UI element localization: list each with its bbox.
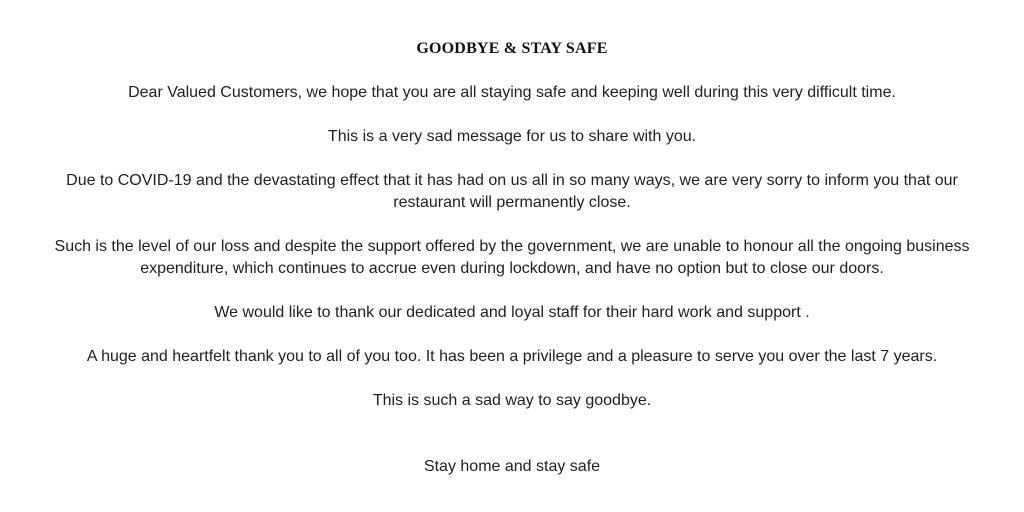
closure-reason-paragraph: Due to COVID-19 and the devastating effect that it has had on us all in so many ways, we are very sorry to inform you that our restaurant will permanently close. bbox=[66, 172, 958, 211]
financial-explanation-paragraph: Such is the level of our loss and despite the support offered by the government, we are unable to honour all the ongoing business expenditure, which continues to accrue even during lockdown, and have no option but to close our doors. bbox=[54, 238, 970, 277]
staff-thanks-paragraph: We would like to thank our dedicated and loyal staff for their hard work and support . bbox=[214, 304, 810, 321]
notice-title: GOODBYE & STAY SAFE bbox=[416, 40, 608, 57]
goodbye-paragraph: This is such a sad way to say goodbye. bbox=[372, 392, 652, 409]
greeting-paragraph: Dear Valued Customers, we hope that you are all staying safe and keeping well during this very difficult time. bbox=[128, 84, 896, 101]
stay-safe-sign-off: Stay home and stay safe bbox=[423, 458, 601, 475]
customer-thanks-paragraph: A huge and heartfelt thank you to all of you too. It has been a privilege and a pleasure to serve you over the last 7 years. bbox=[86, 348, 938, 365]
sad-message-paragraph: This is a very sad message for us to share with you. bbox=[327, 128, 697, 145]
